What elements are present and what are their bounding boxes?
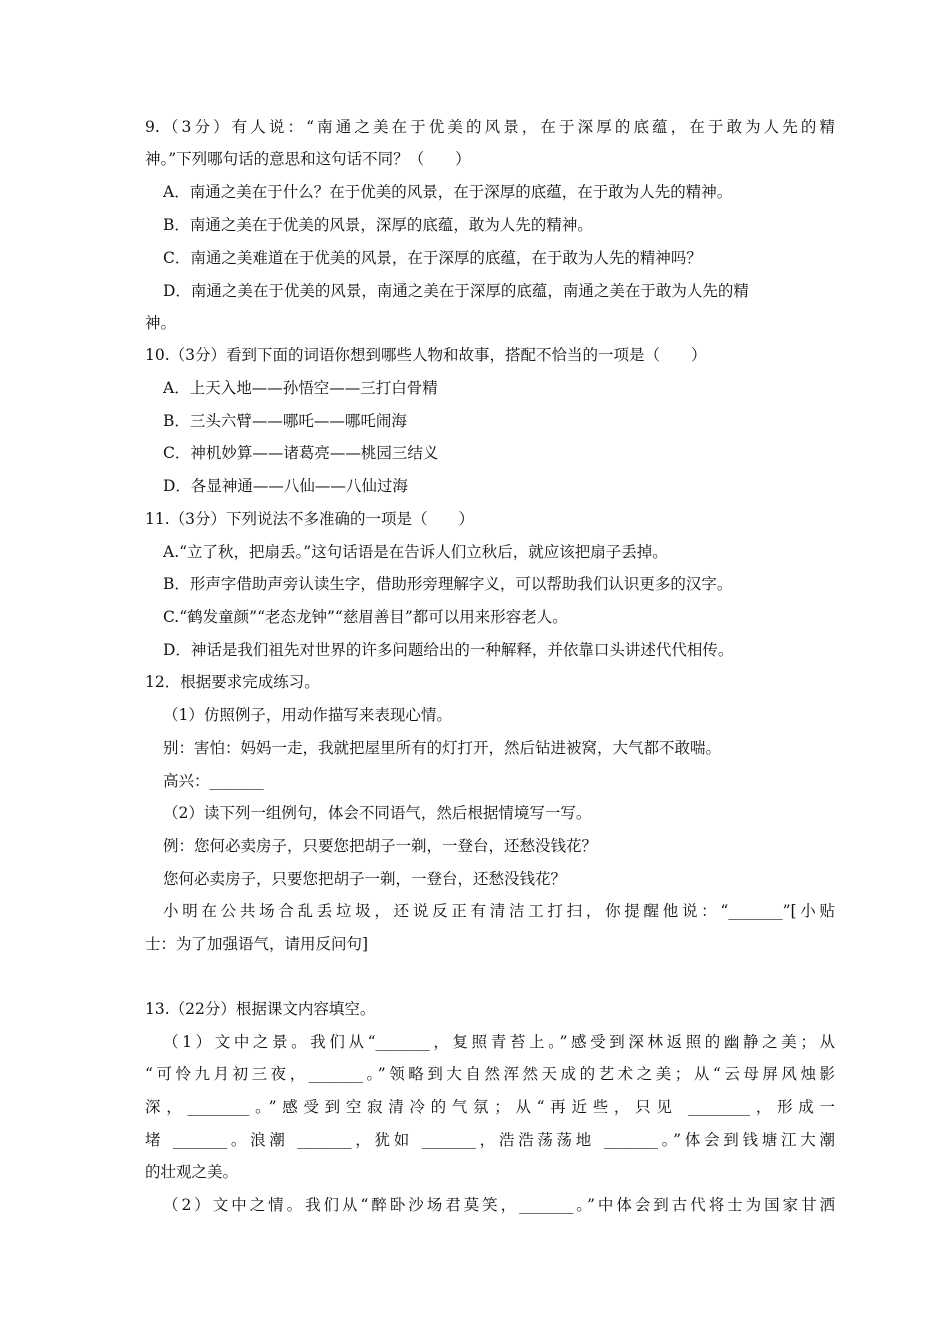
- q13-part1-line4: 堵 _______。浪潮 _______，犹如 _______，浩浩荡荡地 _______。”体会到钱塘江大潮: [145, 1131, 835, 1149]
- q13-part1-line3: 深，________。”感受到空寂清冷的气氛；从“再近些，只见 ________，形成一: [145, 1098, 835, 1116]
- q9-option-b: B．南通之美在于优美的风景，深厚的底蕴，敢为人先的精神。: [163, 216, 593, 234]
- q11-option-b: B．形声字借助声旁认读生字，借助形旁理解字义，可以帮助我们认识更多的汉字。: [163, 575, 733, 593]
- q12-stem: 12．根据要求完成练习。: [145, 673, 320, 691]
- q9-stem-line2: 神。”下列哪句话的意思和这句话不同？（ ）: [145, 150, 471, 168]
- q12-example3: 您何必卖房子，只要您把胡子一剃，一登台，还愁没钱花？: [163, 870, 567, 888]
- q12-situation-line1: 小明在公共场合乱丢垃圾，还说反正有清洁工打扫，你提醒他说：“_______”[小贴: [163, 902, 835, 920]
- q12-example1: 别：害怕：妈妈一走，我就把屋里所有的灯打开，然后钻进被窝，大气都不敢喘。: [163, 739, 722, 757]
- q11-option-c: C.“鹤发童颜”“老态龙钟”“慈眉善目”都可以用来形容老人。: [163, 608, 568, 626]
- q9-stem-line1: 9.（3分）有人说：“南通之美在于优美的风景，在于深厚的底蕴，在于敢为人先的精: [145, 118, 835, 136]
- q11-option-a: A.“立了秋，把扇丢。”这句话语是在告诉人们立秋后，就应该把扇子丢掉。: [163, 543, 668, 561]
- q12-situation-line2: 士：为了加强语气，请用反问句]: [145, 935, 369, 953]
- q9-option-a: A．南通之美在于什么？在于优美的风景，在于深厚的底蕴，在于敢为人先的精神。: [163, 183, 733, 201]
- q13-part1-line5: 的壮观之美。: [145, 1163, 239, 1181]
- q9-option-c: C．南通之美难道在于优美的风景，在于深厚的底蕴，在于敢为人先的精神吗？: [163, 249, 702, 267]
- q13-part2-line1: （2）文中之情。我们从“醉卧沙场君莫笑，_______。”中体会到古代将士为国家甘洒: [163, 1196, 835, 1214]
- q12-example2: 例：您何必卖房子，只要您把胡子一剃，一登台，还愁没钱花？: [163, 837, 598, 855]
- q9-option-d-line2: 神。: [145, 314, 177, 332]
- q11-option-d: D．神话是我们祖先对世界的许多问题给出的一种解释，并依靠口头讲述代代相传。: [163, 641, 734, 659]
- q13-stem: 13.（22分）根据课文内容填空。: [145, 1000, 376, 1018]
- q10-option-a: A．上天入地——孙悟空——三打白骨精: [163, 379, 438, 397]
- q13-part1-line1: （1）文中之景。我们从“_______，复照青苔上。”感受到深林返照的幽静之美；从: [163, 1033, 835, 1051]
- q12-part1-prompt: （1）仿照例子，用动作描写来表现心情。: [163, 706, 452, 724]
- q11-stem: 11.（3分）下列说法不多准确的一项是（ ）: [145, 510, 475, 528]
- q12-part2-prompt: （2）读下列一组例句，体会不同语气，然后根据情境写一写。: [163, 804, 592, 822]
- q13-part1-line2: “可怜九月初三夜，_______。”领略到大自然浑然天成的艺术之美；从“云母屏风烛影: [145, 1065, 835, 1083]
- q12-happy-blank: 高兴：_______: [163, 772, 264, 790]
- q10-stem: 10.（3分）看到下面的词语你想到哪些人物和故事，搭配不恰当的一项是（ ）: [145, 346, 707, 364]
- q9-option-d-line1: D．南通之美在于优美的风景，南通之美在于深厚的底蕴，南通之美在于敢为人先的精: [163, 282, 749, 300]
- q10-option-d: D．各显神通——八仙——八仙过海: [163, 477, 408, 495]
- q10-option-c: C．神机妙算——诸葛亮——桃园三结义: [163, 444, 439, 462]
- q10-option-b: B．三头六臂——哪吒——哪吒闹海: [163, 412, 407, 430]
